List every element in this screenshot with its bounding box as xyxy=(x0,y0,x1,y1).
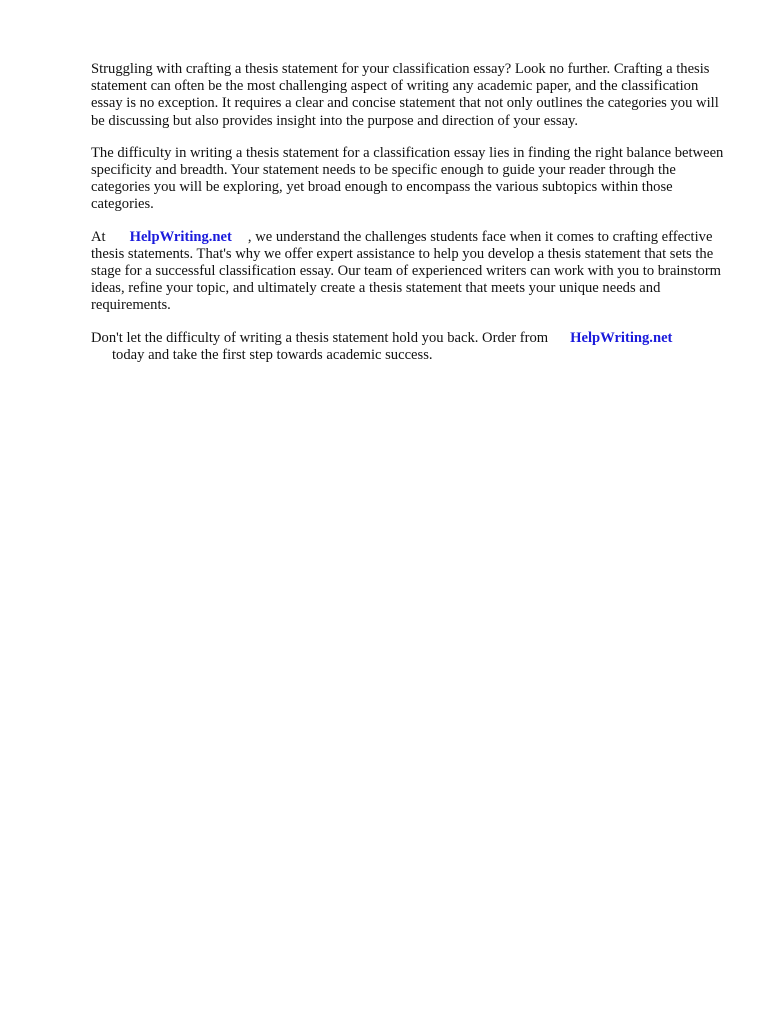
document-body xyxy=(91,61,731,379)
paragraph-service-lead: At xyxy=(91,228,106,245)
paragraph-service-body: , we understand the challenges students face when it comes to crafting effective thesis statements. That's why we offer expert assistance to help you develop a thesis statement that sets the stage for a successful classification essay. Our team of experienced writers can work with you to brainstorm ideas, refine your topic, and ultimately create a thesis statement that meets your unique needs and requirements. xyxy=(91,228,722,314)
paragraph-intro: Struggling with crafting a thesis statement for your classification essay? Look no further. Crafting a thesis statement can often be the most challenging aspect of writing any academic paper, and the classification essay is no exception. It requires a clear and concise statement that not only outlines the categories you will be discussing but also provides insight into the purpose and direction of your essay. xyxy=(91,61,719,129)
paragraph-cta-lead: Don't let the difficulty of writing a thesis statement hold you back. Order from xyxy=(91,329,549,346)
paragraph-call-to-action xyxy=(91,330,731,364)
paragraph-cta-tail: today and take the first step towards academic success. xyxy=(112,346,433,363)
paragraph-service xyxy=(91,229,731,315)
helpwriting-order-link[interactable]: HelpWriting.net xyxy=(570,329,673,346)
paragraph-difficulty: The difficulty in writing a thesis statement for a classification essay lies in finding the right balance between specificity and breadth. Your statement needs to be specific enough to guide your reader through the categories you will be exploring, yet broad enough to encompass the various subtopics within those categories. xyxy=(91,144,724,213)
helpwriting-link[interactable]: HelpWriting.net xyxy=(129,228,232,245)
